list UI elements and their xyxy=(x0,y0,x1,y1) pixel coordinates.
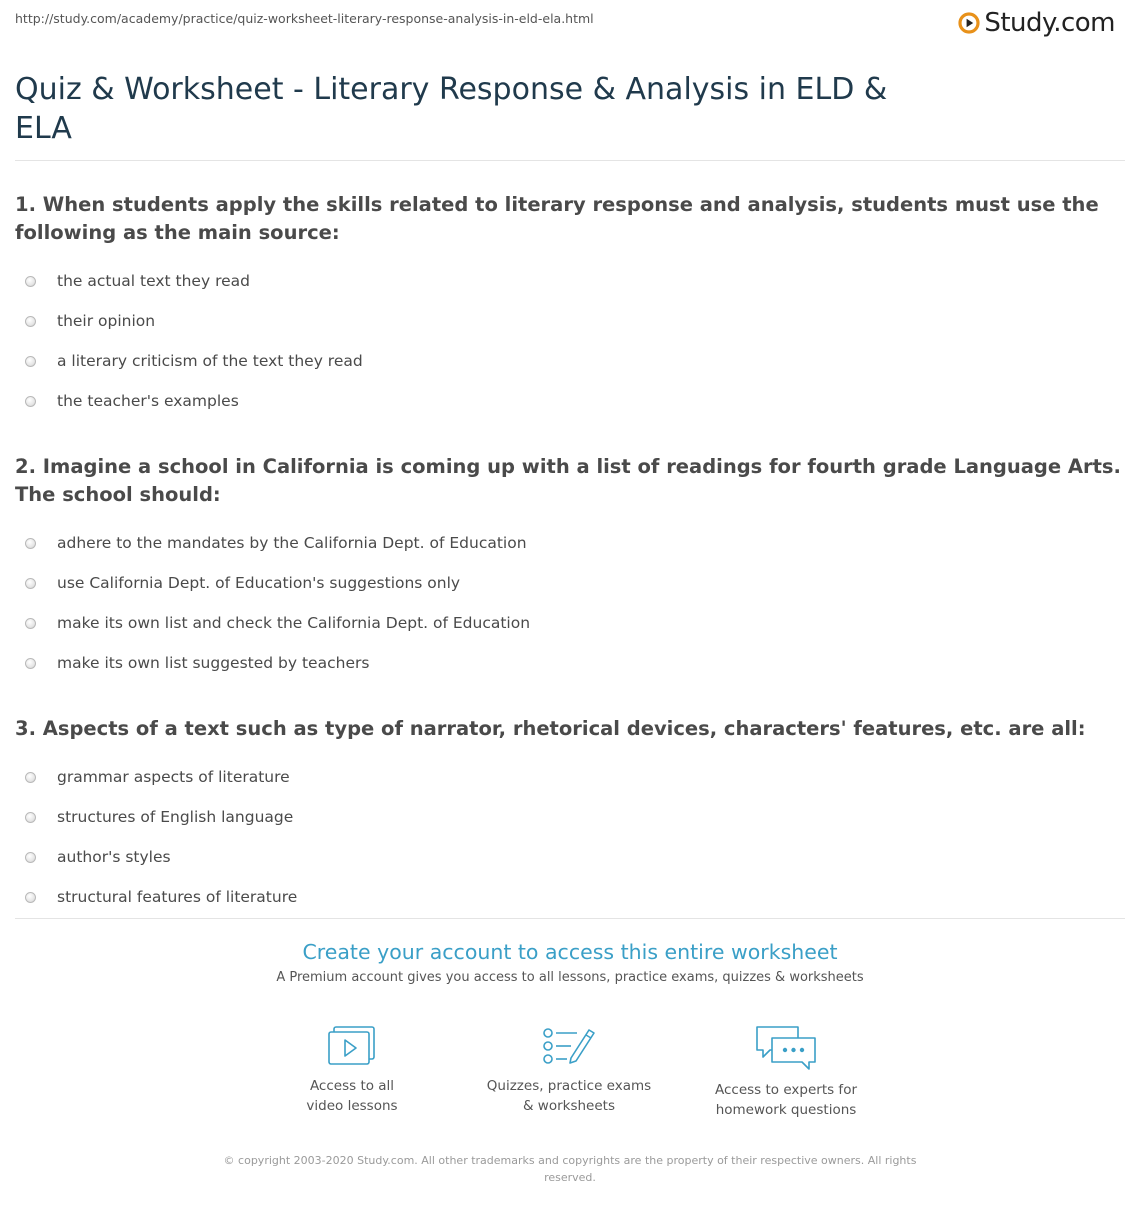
answer-option[interactable] xyxy=(15,757,1125,797)
video-lessons-icon xyxy=(326,1024,378,1068)
radio-button[interactable] xyxy=(25,658,36,669)
answer-label: the actual text they read xyxy=(57,272,250,290)
feature-experts xyxy=(686,1024,886,1120)
answer-options xyxy=(15,523,1125,683)
answer-option[interactable] xyxy=(15,523,1125,563)
question-text: 2. Imagine a school in California is coming up with a list of readings for fourth grade Language Arts. The school should: xyxy=(15,455,1121,506)
answer-option[interactable] xyxy=(15,797,1125,837)
feature-label: Access to experts for homework questions xyxy=(714,1082,857,1118)
answer-label: their opinion xyxy=(57,312,156,330)
radio-button[interactable] xyxy=(25,852,36,863)
chat-bubbles-icon xyxy=(754,1024,818,1072)
answer-option[interactable] xyxy=(15,643,1125,683)
answer-label: grammar aspects of literature xyxy=(57,768,290,786)
feature-label: Quizzes, practice exams & worksheets xyxy=(486,1078,652,1114)
radio-button[interactable] xyxy=(25,812,36,823)
answer-label: make its own list suggested by teachers xyxy=(57,654,370,672)
feature-list xyxy=(0,1024,1140,1124)
question-text: 3. Aspects of a text such as type of narrator, rhetorical devices, characters' features, etc. are all: xyxy=(15,717,1086,740)
answer-option[interactable] xyxy=(15,381,1125,421)
answer-option[interactable] xyxy=(15,261,1125,301)
answer-label: use California Dept. of Education's suggestions only xyxy=(57,574,461,592)
page-title: Quiz & Worksheet - Literary Response & Analysis in ELD & ELA xyxy=(15,72,888,146)
promo-subheading: A Premium account gives you access to all lessons, practice exams, quizzes & worksheets xyxy=(276,970,864,985)
answer-options xyxy=(15,261,1125,421)
answer-option[interactable] xyxy=(15,563,1125,603)
radio-button[interactable] xyxy=(25,316,36,327)
radio-button[interactable] xyxy=(25,772,36,783)
answer-label: adhere to the mandates by the California Dept. of Education xyxy=(57,534,527,552)
answer-option[interactable] xyxy=(15,837,1125,877)
answer-option[interactable] xyxy=(15,603,1125,643)
feature-label: Access to all video lessons xyxy=(306,1078,398,1114)
radio-button[interactable] xyxy=(25,356,36,367)
answer-label: the teacher's examples xyxy=(57,392,239,410)
radio-button[interactable] xyxy=(25,578,36,589)
answer-option[interactable] xyxy=(15,301,1125,341)
copyright-notice: © copyright 2003-2020 Study.com. All other trademarks and copyrights are the property of their respective owners. All rights reserved. xyxy=(223,1154,917,1184)
radio-button[interactable] xyxy=(25,892,36,903)
logo-text: Study.com xyxy=(984,8,1115,38)
answer-label: structural features of literature xyxy=(57,888,298,906)
answer-label: make its own list and check the California Dept. of Education xyxy=(57,614,531,632)
play-circle-icon xyxy=(958,12,980,34)
premium-promo xyxy=(0,940,1140,985)
answer-label: structures of English language xyxy=(57,808,294,826)
question-text: 1. When students apply the skills related to literary response and analysis, students must use the following as the main source: xyxy=(15,193,1099,244)
quiz-checklist-icon xyxy=(541,1024,597,1068)
radio-button[interactable] xyxy=(25,538,36,549)
study-logo[interactable] xyxy=(958,8,1115,38)
answer-label: author's styles xyxy=(57,848,171,866)
question-2 xyxy=(15,453,1125,683)
question-1 xyxy=(15,191,1125,421)
radio-button[interactable] xyxy=(25,396,36,407)
answer-option[interactable] xyxy=(15,877,1125,917)
question-list xyxy=(15,191,1125,917)
promo-heading[interactable]: Create your account to access this entire worksheet xyxy=(302,940,838,964)
radio-button[interactable] xyxy=(25,276,36,287)
top-bar xyxy=(15,8,1125,41)
answer-label: a literary criticism of the text they read xyxy=(57,352,363,370)
question-3 xyxy=(15,715,1125,917)
feature-quizzes xyxy=(469,1024,669,1116)
promo-divider xyxy=(15,918,1125,919)
page-url[interactable]: http://study.com/academy/practice/quiz-worksheet-literary-response-analysis-in-eld-ela.html xyxy=(15,11,594,26)
feature-video-lessons xyxy=(252,1024,452,1116)
title-divider xyxy=(15,160,1125,161)
answer-options xyxy=(15,757,1125,917)
radio-button[interactable] xyxy=(25,618,36,629)
answer-option[interactable] xyxy=(15,341,1125,381)
